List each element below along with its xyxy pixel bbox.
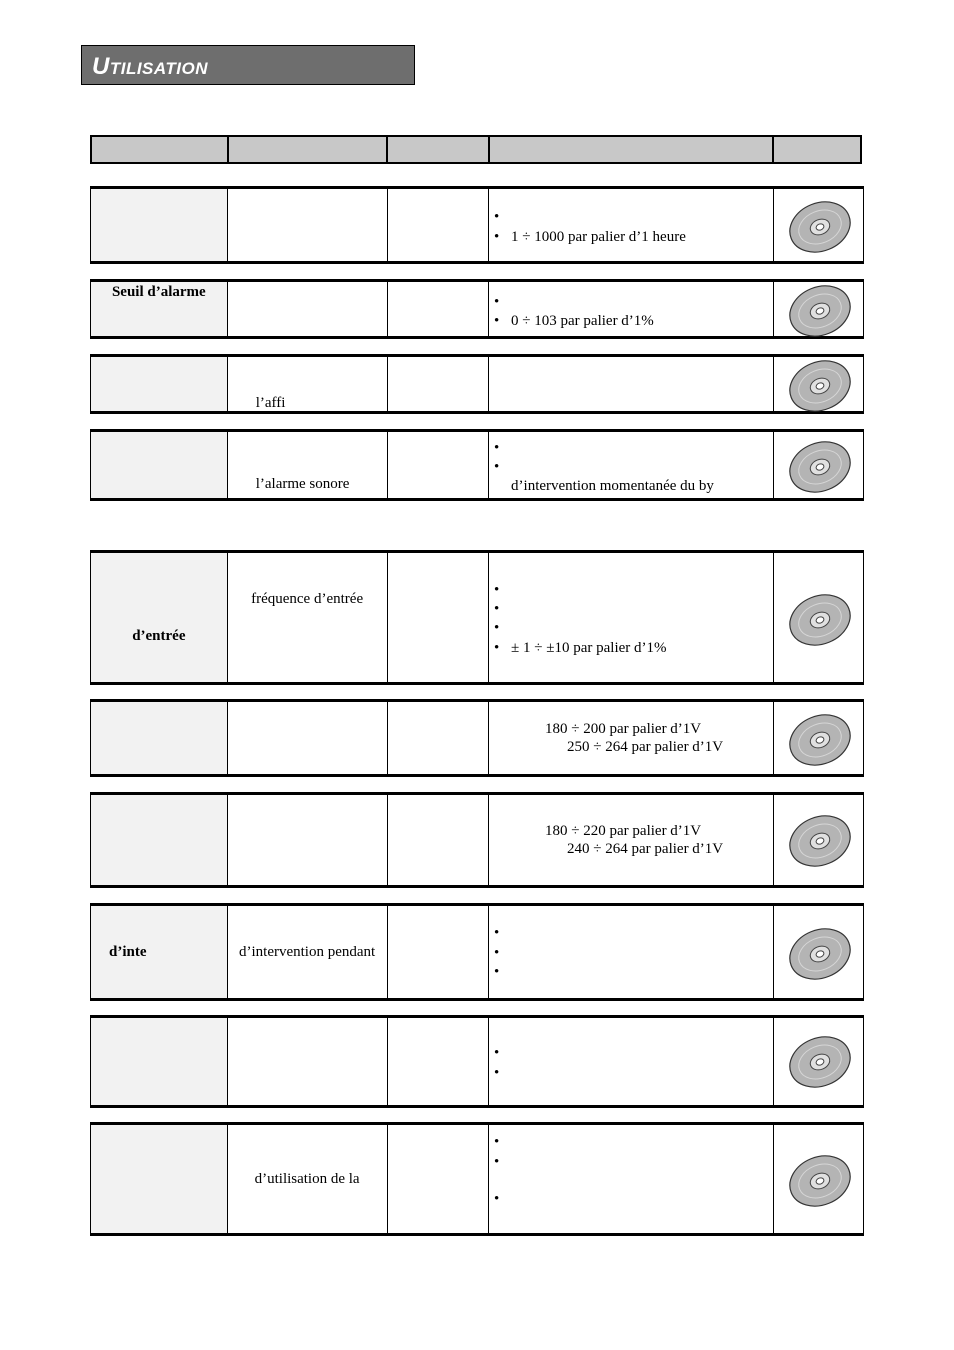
list-item <box>494 209 511 226</box>
default-cell <box>387 1124 489 1235</box>
header-divider <box>772 137 774 162</box>
description-cell <box>227 552 387 684</box>
param-cell <box>91 701 228 776</box>
param-label: Seuil d’alarme <box>111 284 206 300</box>
table-row <box>90 1122 864 1236</box>
icon-cell <box>773 188 864 263</box>
values-cell <box>489 356 773 413</box>
icon-cell <box>773 281 864 338</box>
list-item: • ± 1 ÷ ±10 par palier d’1% <box>494 640 667 657</box>
param-cell <box>91 552 228 684</box>
header-divider <box>227 137 229 162</box>
table-row <box>90 429 864 501</box>
list-item <box>494 1065 511 1082</box>
values-cell <box>489 794 773 887</box>
default-cell <box>387 281 489 338</box>
value-line: 180 ÷ 220 par palier d’1V <box>545 823 702 839</box>
cd-disc-icon <box>788 594 852 646</box>
icon-cell <box>773 356 864 413</box>
header-divider <box>488 137 490 162</box>
cd-disc-icon <box>788 815 852 867</box>
icon-cell <box>773 905 864 1000</box>
description-cell <box>227 794 387 887</box>
default-cell <box>387 1017 489 1107</box>
section-title-bar <box>81 45 415 85</box>
default-cell <box>387 431 489 500</box>
value-line: 250 ÷ 264 par palier d’1V <box>567 739 724 755</box>
table-row <box>90 699 864 777</box>
list-item <box>494 1134 511 1151</box>
default-cell <box>387 552 489 684</box>
description-text: l’affi <box>255 395 286 411</box>
description-text: d’intervention pendant <box>239 944 376 960</box>
value-line: 240 ÷ 264 par palier d’1V <box>567 841 724 857</box>
icon-cell <box>773 431 864 500</box>
list-item <box>494 582 511 599</box>
param-label: d’inte <box>109 944 147 960</box>
list-item <box>494 601 511 618</box>
list-item <box>494 1154 511 1171</box>
default-cell <box>387 794 489 887</box>
table-row <box>90 279 864 339</box>
table-row <box>90 186 864 264</box>
values-cell <box>489 1017 773 1107</box>
default-cell <box>387 188 489 263</box>
values-cell <box>489 905 773 1000</box>
value-line: 180 ÷ 200 par palier d’1V <box>545 721 702 737</box>
icon-cell <box>773 701 864 776</box>
icon-cell <box>773 1017 864 1107</box>
values-cell <box>489 281 773 338</box>
list-item <box>494 925 511 942</box>
description-cell <box>227 281 387 338</box>
param-cell <box>91 1017 228 1107</box>
description-cell <box>227 905 387 1000</box>
values-cell <box>489 552 773 684</box>
values-cell <box>489 431 773 500</box>
cd-disc-icon <box>788 285 852 337</box>
default-cell <box>387 701 489 776</box>
list-item <box>494 294 511 311</box>
param-cell <box>91 1124 228 1235</box>
table-header <box>90 135 862 164</box>
table-row <box>90 354 864 414</box>
table-row <box>90 1015 864 1108</box>
list-item <box>494 440 511 457</box>
param-label: d’entrée <box>132 628 186 644</box>
list-item <box>494 620 511 637</box>
description-cell <box>227 1124 387 1235</box>
description-cell <box>227 356 387 413</box>
param-cell <box>91 431 228 500</box>
list-item <box>494 459 511 476</box>
description-text: d’utilisation de la <box>254 1171 360 1187</box>
description-cell <box>227 1017 387 1107</box>
cd-disc-icon <box>788 441 852 493</box>
description-cell <box>227 431 387 500</box>
param-cell <box>91 356 228 413</box>
cd-disc-icon <box>788 201 852 253</box>
param-cell <box>91 794 228 887</box>
param-cell <box>91 188 228 263</box>
list-item: • 1 ÷ 1000 par palier d’1 heure <box>494 229 686 246</box>
cd-disc-icon <box>788 360 852 412</box>
table-row <box>90 792 864 888</box>
description-cell <box>227 188 387 263</box>
list-item-continuation: d’intervention momentanée du by <box>511 478 714 494</box>
cd-disc-icon <box>788 714 852 766</box>
values-cell <box>489 701 773 776</box>
param-cell <box>91 905 228 1000</box>
section-title: Utilisation <box>92 53 209 80</box>
list-item <box>494 964 511 981</box>
values-cell <box>489 1124 773 1235</box>
description-text: l’alarme sonore <box>255 476 350 492</box>
values-cell <box>489 188 773 263</box>
header-divider <box>386 137 388 162</box>
icon-cell <box>773 794 864 887</box>
list-item <box>494 945 511 962</box>
list-item: • 0 ÷ 103 par palier d’1% <box>494 313 654 330</box>
list-item <box>494 1191 511 1208</box>
default-cell <box>387 905 489 1000</box>
table-row <box>90 550 864 685</box>
description-text: fréquence d’entrée <box>251 591 364 607</box>
icon-cell <box>773 552 864 684</box>
default-cell <box>387 356 489 413</box>
cd-disc-icon <box>788 1036 852 1088</box>
list-item <box>494 1045 511 1062</box>
param-cell <box>91 281 228 338</box>
cd-disc-icon <box>788 928 852 980</box>
icon-cell <box>773 1124 864 1235</box>
table-row <box>90 903 864 1001</box>
cd-disc-icon <box>788 1155 852 1207</box>
description-cell <box>227 701 387 776</box>
